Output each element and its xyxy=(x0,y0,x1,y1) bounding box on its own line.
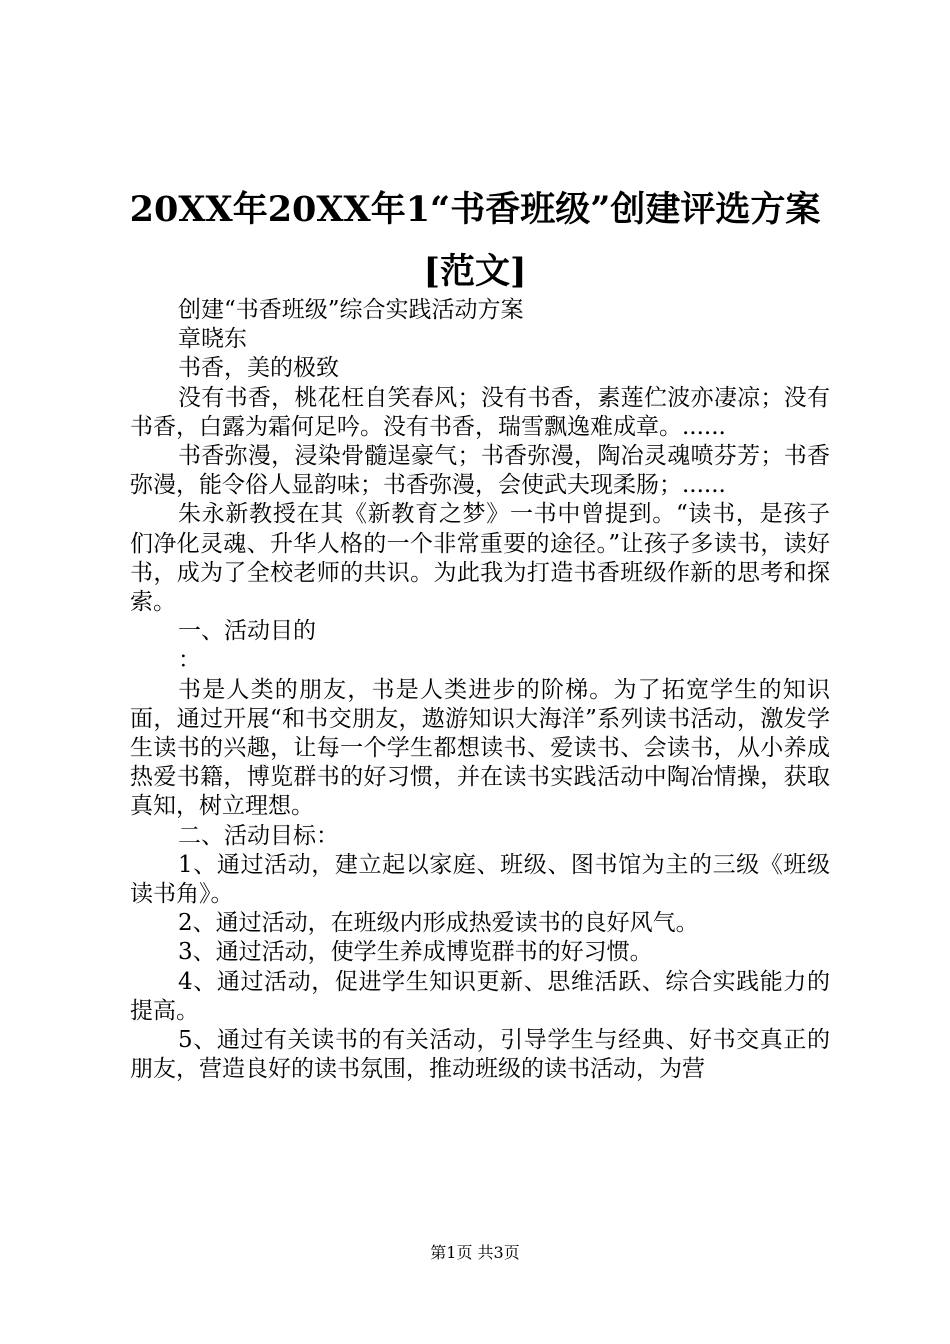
goal-item-3: 3、通过活动，使学生养成博览群书的好习惯。 xyxy=(178,939,653,966)
goal-item-2: 2、通过活动，在班级内形成热爱读书的良好风气。 xyxy=(178,910,699,937)
paragraph-shuxiang-miman: 书香弥漫，浸染骨髓逞豪气；书香弥漫，陶冶灵魂喷芬芳；书香弥漫，能令俗人显韵味；书香弥漫，会使武夫现柔肠；...... xyxy=(130,443,830,499)
paragraph-colon: ： xyxy=(178,647,201,674)
paragraph-author: 章晓东 xyxy=(178,326,247,353)
section-heading-purpose: 一、活动目的 xyxy=(178,618,316,645)
page-number-footer: 第1页 共3页 xyxy=(430,1243,520,1262)
document-body xyxy=(130,296,830,1084)
paragraph-purpose-body: 书是人类的朋友，书是人类进步的阶梯。为了拓宽学生的知识面，通过开展“和书交朋友，遨游知识大海洋”系列读书活动，激发学生读书的兴趣，让每一个学生都想读书、爱读书、会读书，从小养成热爱书籍，博览群书的好习惯，并在读书实践活动中陶冶情操，获取真知，树立理想。 xyxy=(130,676,830,820)
paragraph-heading-shuxiang: 书香，美的极致 xyxy=(178,355,339,382)
document-title-line-1: 20XX年20XX年1“书香班级”创建评选方案 xyxy=(129,189,821,230)
goal-item-5: 5、通过有关读书的有关活动，引导学生与经典、好书交真正的朋友，营造良好的读书氛围，推动班级的读书活动，为营 xyxy=(130,1027,830,1083)
goal-item-4: 4、通过活动，促进学生知识更新、思维活跃、综合实践能力的提高。 xyxy=(130,968,830,1024)
paragraph-zhu-yongxin: 朱永新教授在其《新教育之梦》一书中曾提到。“读书，是孩子们净化灵魂、升华人格的一个非常重要的途径。”让孩子多读书，读好书，成为了全校老师的共识。为此我为打造书香班级作新的思考和探索。 xyxy=(130,501,830,616)
goal-item-1: 1、通过活动，建立起以家庭、班级、图书馆为主的三级《班级读书角》。 xyxy=(130,851,830,908)
document-title-line-2: [范文] xyxy=(423,251,527,292)
paragraph-no-shuxiang: 没有书香，桃花枉自笑春风；没有书香，素莲伫波亦凄凉；没有书香，白露为霜何足吟。没有书香，瑞雪飘逸难成章。...... xyxy=(130,384,830,440)
section-heading-goals: 二、活动目标： xyxy=(178,822,339,849)
paragraph-subtitle: 创建“书香班级”综合实践活动方案 xyxy=(178,297,524,323)
